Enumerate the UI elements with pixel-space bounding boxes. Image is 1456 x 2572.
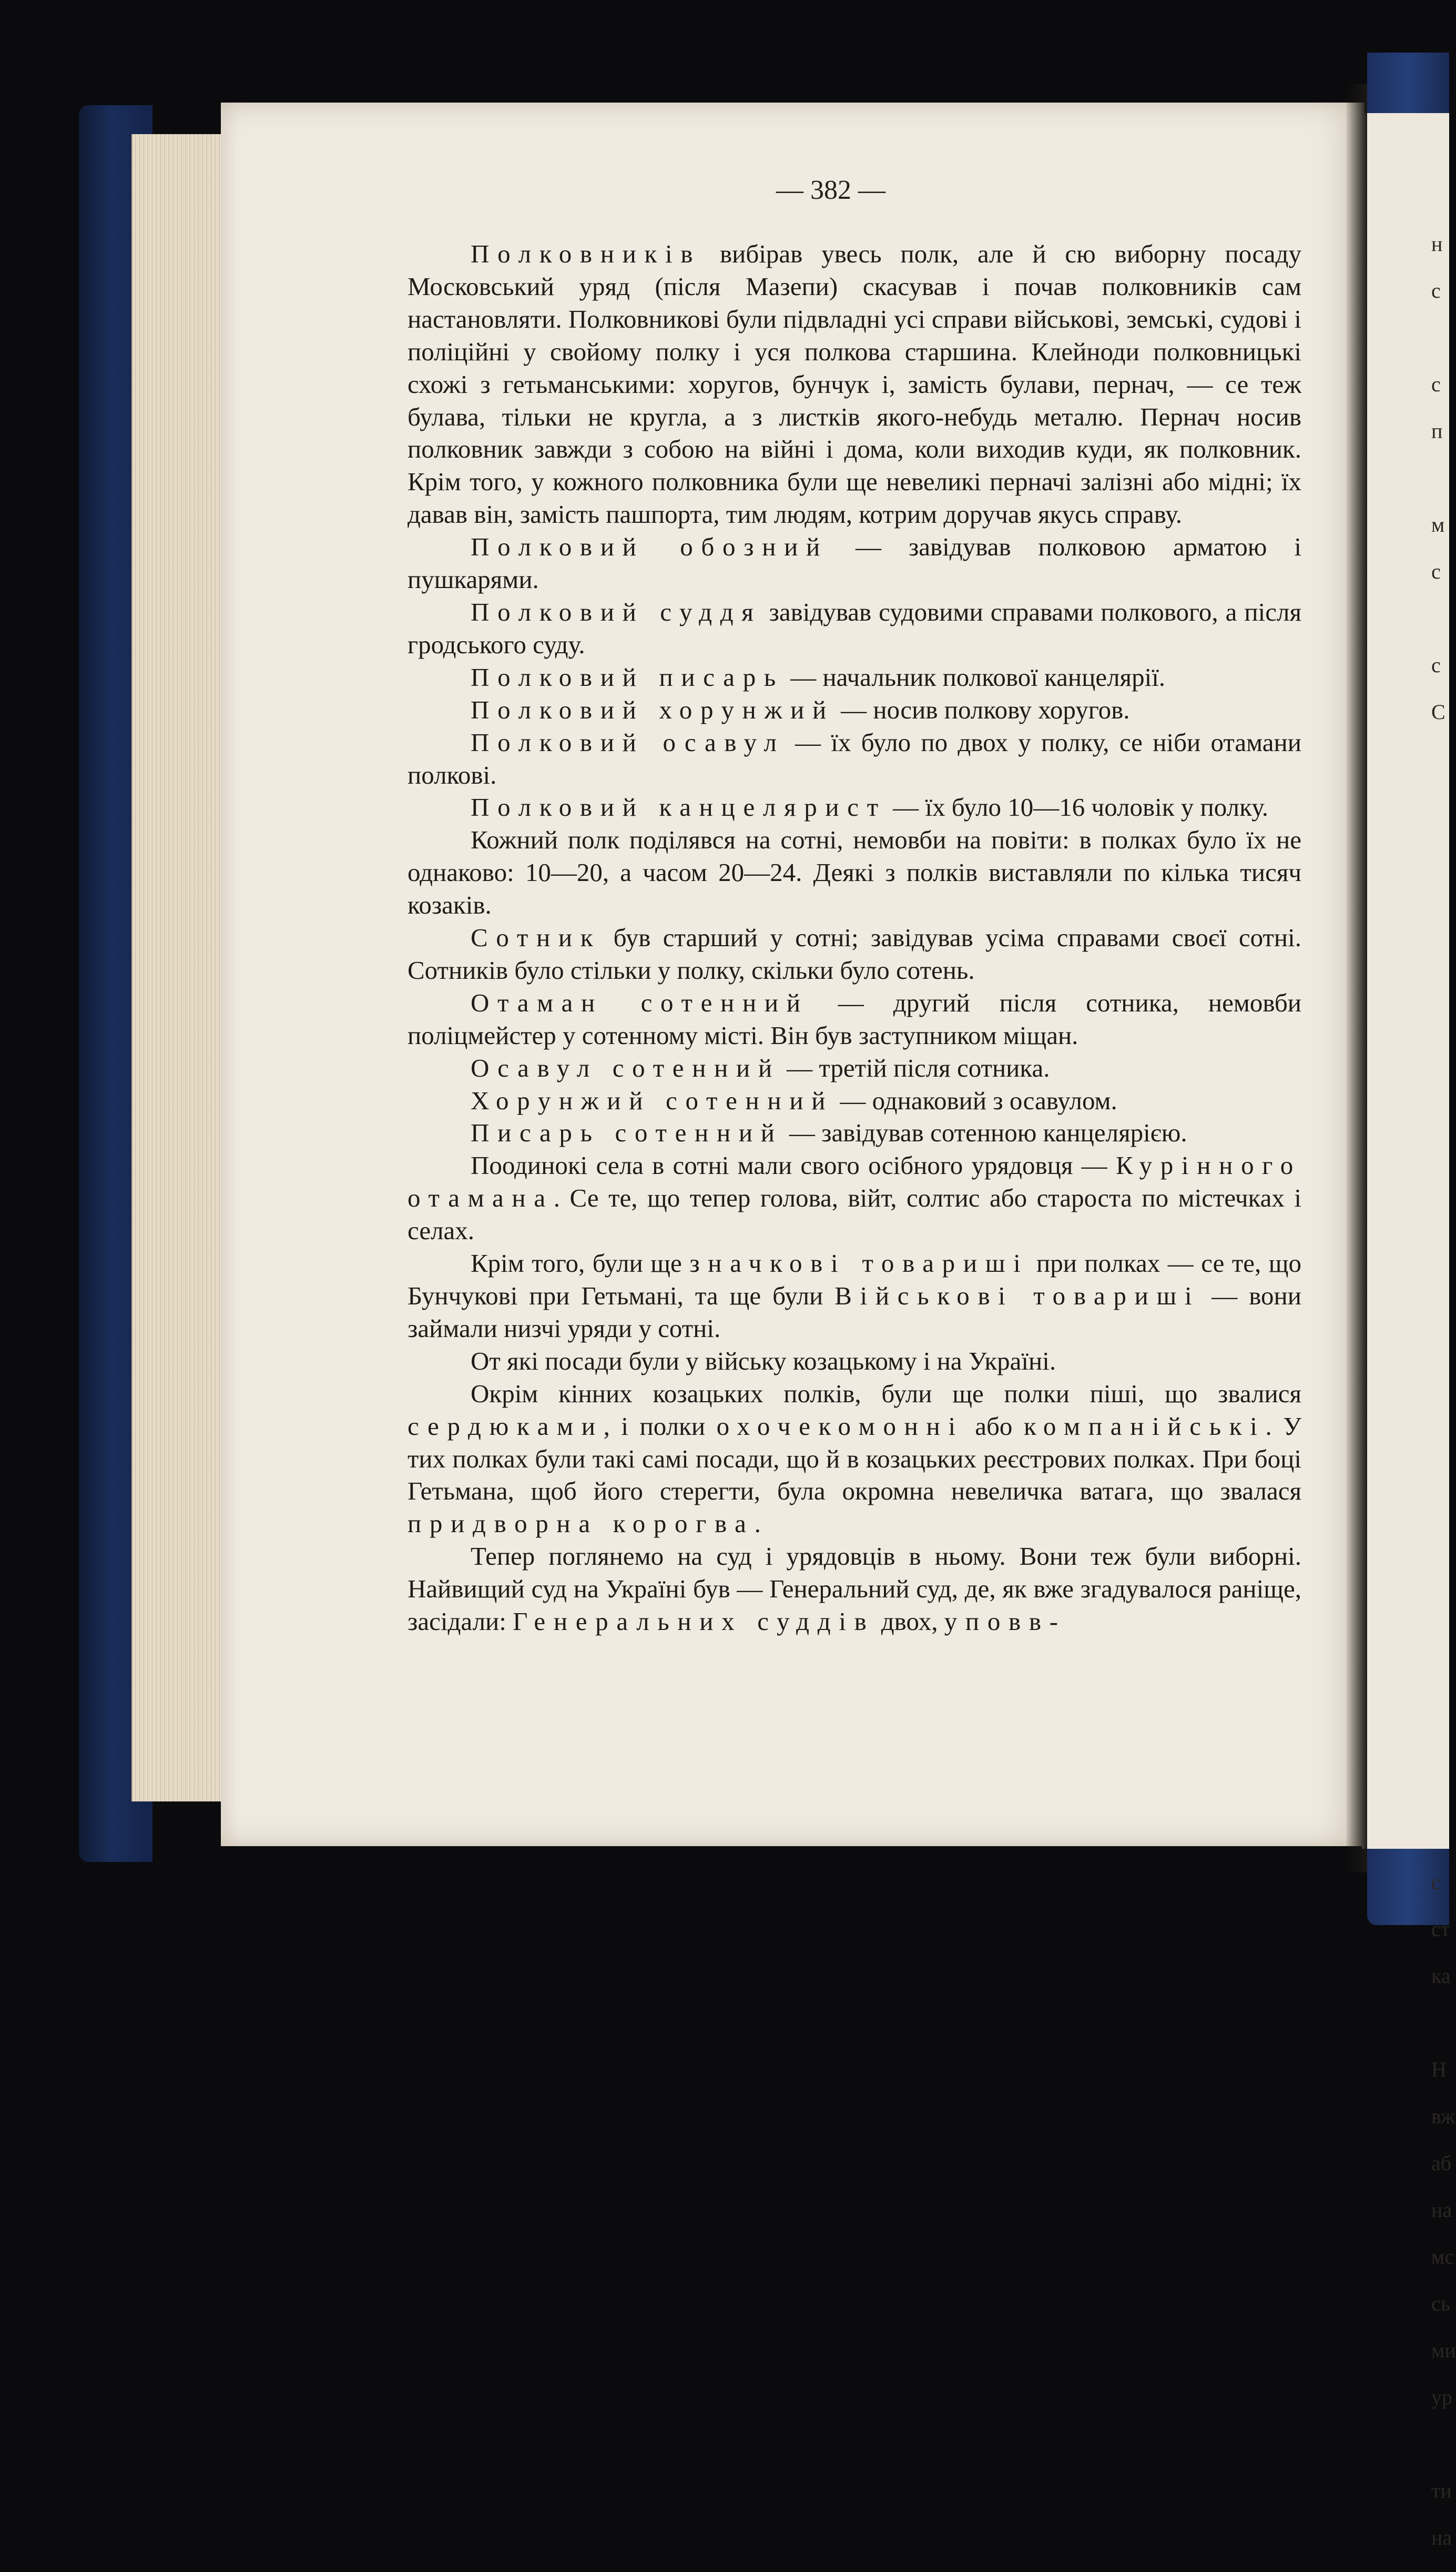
text-run: двох,	[874, 1607, 944, 1636]
neighbor-line-fragment	[1431, 1683, 1452, 1729]
neighbor-line-fragment: ми	[1431, 2338, 1456, 2362]
text-run: . У тих полках були такі самі посади, що й в козацьких реєстрових полках. При боці Гетьмана, щоб його стерегти, була окромна невеличка ватага, що звалася	[408, 1411, 1301, 1506]
neighbor-line-fragment	[1431, 1542, 1452, 1589]
paragraph	[408, 1052, 1301, 1085]
paragraph	[408, 238, 1301, 531]
spaced-term: Полковий суддя	[471, 597, 762, 626]
text-run: був старший у сотні; завідував усіма справами своєї сотні. Сотників було стільки у полку, скільки було сотень.	[408, 923, 1301, 985]
neighbor-line-fragment	[1431, 1027, 1452, 1074]
neighbor-line-fragment	[1431, 1495, 1452, 1542]
paragraph	[408, 661, 1301, 694]
text-run: — другий після сотника, немовби поліцмейстер у сотенному місті. Він був заступником міщан.	[408, 988, 1301, 1050]
text-run: .	[754, 1509, 761, 1538]
neighbor-line-fragment: Н	[1431, 2058, 1447, 2081]
text-run: — завідував сотенною канцелярією.	[782, 1118, 1187, 1148]
paragraph	[408, 987, 1301, 1052]
spaced-term: Осавул сотенний	[471, 1053, 780, 1082]
neighbor-line-fragment	[1431, 1589, 1452, 1636]
neighbor-line-fragment: с	[1431, 653, 1441, 677]
spaced-term: сердюками	[408, 1411, 604, 1441]
text-run: — начальник полкової канцелярії.	[783, 662, 1166, 692]
neighbor-line-fragment	[1431, 840, 1452, 887]
neighbor-line-fragment	[1431, 1776, 1452, 1823]
neighbor-line-fragment	[1431, 793, 1452, 840]
paragraph	[408, 1378, 1301, 1541]
text-run: Тепер поглянемо на суд і урядовців в ньому. Вони теж були виборні. Найвищий суд на Україні був — Генеральний суд, де, як вже згадувалося раніще, засідали:	[408, 1542, 1301, 1636]
page-body-text	[408, 238, 1301, 1638]
neighbor-line-fragment	[1431, 1449, 1452, 1495]
text-run: — вони займали низчі уряди у сотні.	[408, 1281, 1302, 1343]
spaced-term: Полковників	[471, 239, 701, 268]
text-run: Крім того, були ще	[471, 1249, 690, 1278]
neighbor-line-fragment: С	[1431, 700, 1445, 724]
neighbor-line-fragment: с	[1431, 372, 1441, 396]
text-run: завідував судовими справами полкового, а після гродського суду.	[408, 597, 1302, 659]
text-run: . Се те, що тепер голова, війт, солтис або староста по містечках і селах.	[408, 1183, 1301, 1246]
neighbor-line-fragment	[1431, 1636, 1452, 1683]
page-number: — 382 —	[776, 175, 885, 205]
paragraph	[408, 791, 1301, 824]
paragraph	[408, 694, 1301, 726]
spaced-term: Сотник	[471, 923, 602, 953]
neighbor-line-fragment	[1431, 1355, 1452, 1402]
spaced-term: Генеральних суддів	[513, 1607, 875, 1636]
neighbor-line-fragment	[1431, 2432, 1452, 2478]
spaced-term: Полковий канцелярист	[471, 793, 887, 822]
spaced-term: значкові товариші	[689, 1249, 1029, 1278]
neighbor-line-fragment: на	[1431, 2198, 1452, 2222]
neighbor-line-fragment	[1431, 606, 1452, 653]
spaced-term: Полковий писарь	[471, 662, 784, 692]
paragraph	[408, 922, 1301, 987]
page-edges	[131, 134, 227, 1801]
neighbor-line-fragment	[1431, 1402, 1452, 1449]
text-run: — однаковий з осавулом.	[833, 1086, 1117, 1115]
paragraph	[408, 1117, 1301, 1149]
text-run: при полках — се те, що Бунчукові при Гетьмані, та ще були	[408, 1249, 1302, 1310]
neighbor-line-fragment	[1431, 1261, 1452, 1308]
spaced-term: Полковий хорунжий	[471, 695, 834, 724]
neighbor-line-fragment: с	[1431, 560, 1441, 583]
spaced-term: Полковий обозний	[471, 532, 828, 562]
neighbor-line-fragment	[1431, 2010, 1452, 2057]
neighbor-line-fragment: с	[1431, 1870, 1441, 1894]
paragraph	[408, 1149, 1301, 1247]
neighbor-line-fragment: п	[1431, 419, 1443, 443]
paragraph	[408, 726, 1301, 792]
paragraph	[408, 596, 1301, 661]
neighbor-line-fragment	[1431, 887, 1452, 934]
text-run: або	[963, 1411, 1024, 1441]
spaced-term: Хорунжий сотенний	[471, 1086, 834, 1115]
neighbor-line-fragment	[1431, 1308, 1452, 1355]
neighbor-line-fragment: с	[1431, 279, 1441, 302]
page-gutter-shadow	[1346, 84, 1367, 1872]
text-run: — їх було 10—16 чоловік у полку.	[886, 793, 1269, 822]
neighbor-line-fragment	[1431, 325, 1452, 372]
spaced-term: Військові товариші	[834, 1281, 1200, 1310]
neighbor-line-fragment	[1431, 746, 1452, 793]
spaced-term: Отаман сотенний	[471, 988, 809, 1017]
neighbor-line-fragment	[1431, 1168, 1452, 1214]
neighbor-page-text	[1431, 231, 1456, 2572]
neighbor-line-fragment: мс	[1431, 2245, 1454, 2269]
neighbor-line-fragment	[1431, 465, 1452, 512]
text-run: От які посади були у війську козацькому і на Україні.	[471, 1346, 1056, 1375]
text-run: — носив полкову хоругов.	[834, 695, 1130, 724]
spaced-term: охочекомонні	[716, 1411, 964, 1441]
neighbor-line-fragment: сь	[1431, 2292, 1450, 2315]
neighbor-line-fragment	[1431, 980, 1452, 1027]
paragraph	[408, 1540, 1301, 1638]
neighbor-line-fragment: ти	[1431, 2479, 1452, 2503]
neighbor-line-fragment: аб	[1431, 2151, 1452, 2175]
paragraph	[408, 531, 1301, 596]
spaced-term: Писарь сотенний	[471, 1118, 783, 1148]
spaced-term: Полковий осавул	[471, 727, 785, 757]
neighbor-line-fragment: на	[1431, 2526, 1452, 2549]
neighbor-line-fragment	[1431, 1121, 1452, 1168]
text-run: Кожний полк поділявся на сотні, немовби на повіти: в полках було їх не однаково: 10—20, а часом 20—24. Деякі з полків виставляли по кілька тисяч козаків.	[408, 825, 1301, 920]
neighbor-line-fragment: н	[1431, 232, 1443, 256]
spaced-term: компанійські	[1023, 1411, 1266, 1441]
text-run: — завідував полковою арматою і пушкарями.	[408, 532, 1301, 594]
neighbor-line-fragment: ка	[1431, 1964, 1451, 1988]
neighbor-line-fragment	[1431, 1729, 1452, 1776]
text-run: Поодинокі села в сотні мали свого осібного урядовця —	[471, 1151, 1116, 1180]
spaced-term: Курінного отамана	[408, 1151, 1301, 1213]
neighbor-line-fragment	[1431, 1074, 1452, 1121]
neighbor-line-fragment	[1431, 1214, 1452, 1261]
paragraph	[408, 1345, 1301, 1378]
neighbor-line-fragment	[1431, 1823, 1452, 1870]
neighbor-line-fragment	[1431, 934, 1452, 980]
text-run: , і полки	[603, 1411, 717, 1441]
text-run: — третій після сотника.	[780, 1053, 1050, 1082]
neighbor-line-fragment: ст	[1431, 1917, 1450, 1941]
text-run: — їх було по двох у полку, се ніби отамани полкові.	[408, 727, 1302, 789]
neighbor-line-fragment: м	[1431, 513, 1445, 536]
paragraph	[408, 824, 1301, 922]
neighbor-line-fragment: вж	[1431, 2104, 1455, 2128]
text-run: вибірав увесь полк, але й сю виборну посаду Московський уряд (після Мазепи) скасував і почав полковників сам настановляти. Полковникові були підвладні усі справи військові, земські, судові і поліційні у свойому полку і уся полкова старшина. Клейноди полковницькі схожі з гетьманськими: хоругов, бунчук і, замість булави, пернач, — се теж булава, тільки не кругла, а з листків якого-небудь металю. Пернач носив полковник завжди з собою на війні і дома, коли виходив куди, як полковник. Крім того, у кожного полковника були ще невеликі перначі залізні або мідні; їх давав він, замість пашпорта, тим людям, котрим доручав якусь справу.	[408, 239, 1301, 529]
text-run: Окрім кінних козацьких полків, були ще полки піші, що звалися	[471, 1379, 1301, 1408]
spaced-term: уповв-	[944, 1607, 1066, 1636]
paragraph	[408, 1085, 1301, 1117]
paragraph	[408, 1247, 1301, 1345]
neighbor-line-fragment: ур	[1431, 2385, 1452, 2409]
spaced-term: придворна корогва	[408, 1509, 755, 1538]
